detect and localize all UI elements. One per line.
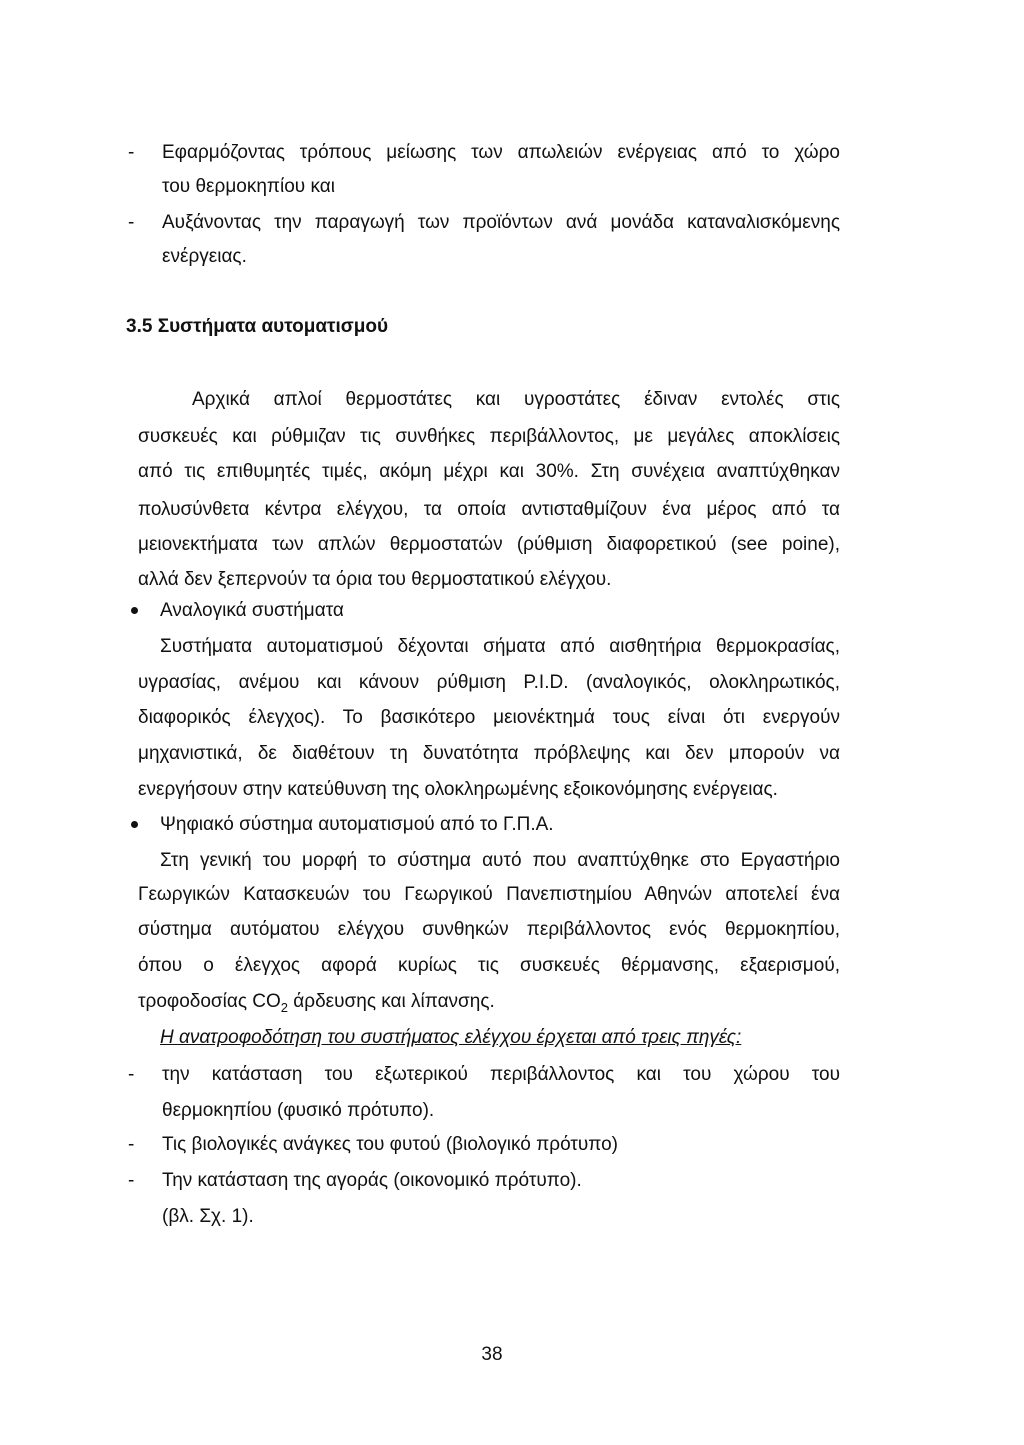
list-item-line: (βλ. Σχ. 1). [162,1206,254,1227]
bullet-title: Ψηφιακό σύστημα αυτοματισμού από το Γ.Π.Α. [160,814,554,835]
list-dash-marker: - [128,1170,135,1191]
paragraph-line: μηχανιστικά, δε διαθέτουν τη δυνατότητα πρόβλεψης και δεν μπορούν να [138,743,840,764]
page-number: 38 [481,1344,503,1365]
paragraph-line: Αρχικά απλοί θερμοστάτες και υγροστάτες έδιναν εντολές στις [192,389,840,410]
paragraph-line: συσκευές και ρύθμιζαν τις συνθήκες περιβάλλοντος, με μεγάλες αποκλίσεις [138,426,840,447]
paragraph-line: αλλά δεν ξεπερνούν τα όρια του θερμοστατικού ελέγχου. [138,569,612,590]
list-item-line: Την κατάσταση της αγοράς (οικονομικό πρότυπο). [162,1170,582,1191]
list-item-line: Εφαρμόζοντας τρόπους μείωσης των απωλειών ενέργειας από το χώρο [162,142,840,163]
paragraph-line: σύστημα αυτόματου ελέγχου συνθηκών περιβάλλοντος ενός θερμοκηπίου, [138,919,840,940]
list-item-line: ενέργειας. [162,246,247,267]
co2-line-suffix: άρδευσης και λίπανσης. [288,991,495,1012]
paragraph-line: υγρασίας, ανέμου και κάνουν ρύθμιση P.I.D. (αναλογικός, ολοκληρωτικός, [138,672,840,693]
list-dash-marker: - [128,212,135,233]
bullet-title: Αναλογικά συστήματα [160,600,344,621]
list-item-line: θερμοκηπίου (φυσικό πρότυπο). [162,1100,435,1121]
paragraph-line: από τις επιθυμητές τιμές, ακόμη μέχρι και 30%. Στη συνέχεια αναπτύχθηκαν [138,461,840,482]
list-item-line: την κατάσταση του εξωτερικού περιβάλλοντος και του χώρου του [162,1064,840,1085]
list-dash-marker: - [128,1134,135,1155]
paragraph-line: όπου ο έλεγχος αφορά κυρίως τις συσκευές θέρμανσης, εξαερισμού, [138,955,840,976]
list-item-line: Αυξάνοντας την παραγωγή των προϊόντων ανά μονάδα καταναλισκόμενης [162,212,840,233]
paragraph-line: Συστήματα αυτοματισμού δέχονται σήματα από αισθητήρια θερμοκρασίας, [160,636,840,657]
list-item-line: του θερμοκηπίου και [162,176,335,197]
bullet-icon [131,607,138,614]
list-dash-marker: - [128,1064,135,1085]
feedback-intro: Η ανατροφοδότηση του συστήματος ελέγχου έρχεται από τρεις πηγές: [160,1027,742,1048]
paragraph-line: ενεργήσουν στην κατεύθυνση της ολοκληρωμένης εξοικονόμησης ενέργειας. [138,779,778,800]
bullet-icon [131,821,138,828]
co2-line-prefix: τροφοδοσίας CO [138,991,281,1012]
paragraph-line: Γεωργικών Κατασκευών του Γεωργικού Πανεπιστημίου Αθηνών αποτελεί ένα [138,884,840,905]
paragraph-line: μειονεκτήματα των απλών θερμοστατών (ρύθμιση διαφορετικού (see poine), [138,534,840,555]
co2-subscript: 2 [280,999,289,1015]
paragraph-line: διαφορικός έλεγχος). Το βασικότερο μειονέκτημά τους είναι ότι ενεργούν [138,707,840,728]
paragraph-line: πολυσύνθετα κέντρα ελέγχου, τα οποία αντισταθμίζουν ένα μέρος από τα [138,499,840,520]
paragraph-line [138,985,840,1019]
list-dash-marker: - [128,142,135,163]
list-item-line: Τις βιολογικές ανάγκες του φυτού (βιολογικό πρότυπο) [162,1134,618,1155]
paragraph-line: Στη γενική του μορφή το σύστημα αυτό που αναπτύχθηκε στο Εργαστήριο [160,850,840,871]
section-heading: 3.5 Συστήματα αυτοματισμού [126,316,389,337]
